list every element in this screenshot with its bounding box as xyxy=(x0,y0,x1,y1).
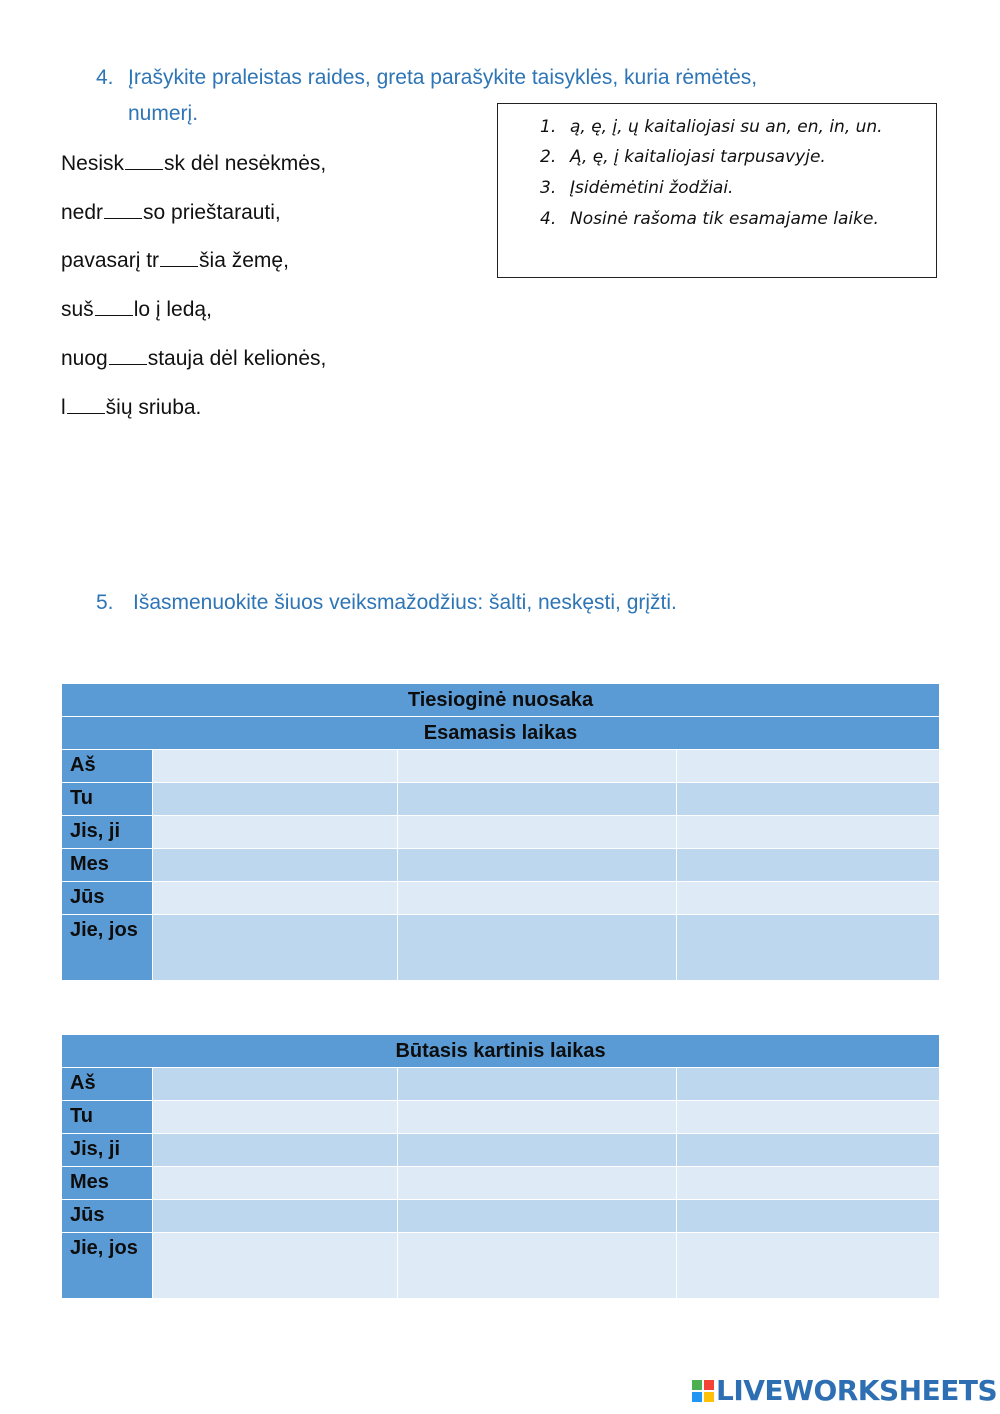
line-text-after: šių sriuba. xyxy=(105,396,202,419)
answer-cell[interactable] xyxy=(398,816,677,849)
answer-input[interactable] xyxy=(398,1167,676,1199)
table-row xyxy=(62,1068,940,1101)
table-row xyxy=(62,882,940,915)
rule-number: 1. xyxy=(540,117,557,137)
answer-cell[interactable] xyxy=(398,849,677,882)
answer-input[interactable] xyxy=(677,816,939,848)
conjugation-table-present xyxy=(61,683,940,981)
table-row xyxy=(62,915,940,981)
answer-input[interactable] xyxy=(153,1200,397,1232)
answer-input[interactable] xyxy=(398,1068,676,1100)
table-subheading: Esamasis laikas xyxy=(62,717,940,750)
blank-field[interactable] xyxy=(160,246,198,267)
answer-cell[interactable] xyxy=(677,816,940,849)
answer-input[interactable] xyxy=(677,1200,939,1232)
answer-input[interactable] xyxy=(677,849,939,881)
answer-cell[interactable] xyxy=(398,1101,677,1134)
answer-input[interactable] xyxy=(153,1167,397,1199)
answer-input[interactable] xyxy=(153,1068,397,1100)
pronoun-cell: Mes xyxy=(62,1167,153,1200)
blank-field[interactable] xyxy=(104,198,142,219)
blank-field[interactable] xyxy=(67,393,105,414)
answer-input[interactable] xyxy=(677,783,939,815)
answer-cell[interactable] xyxy=(398,915,677,981)
answer-cell[interactable] xyxy=(153,915,398,981)
answer-input[interactable] xyxy=(677,1134,939,1166)
answer-cell[interactable] xyxy=(677,849,940,882)
table-row xyxy=(62,750,940,783)
answer-input[interactable] xyxy=(398,750,676,782)
answer-cell[interactable] xyxy=(153,783,398,816)
answer-input[interactable] xyxy=(677,882,939,914)
line-text-before: nuog xyxy=(61,347,108,370)
pronoun-cell: Jūs xyxy=(62,882,153,915)
table-row xyxy=(62,849,940,882)
pronoun-cell: Aš xyxy=(62,1068,153,1101)
answer-cell[interactable] xyxy=(677,1233,940,1299)
answer-cell[interactable] xyxy=(677,1200,940,1233)
line-text-before: l xyxy=(61,396,66,419)
task-5-title xyxy=(96,585,896,621)
pronoun-cell: Jie, jos xyxy=(62,915,153,981)
table-row xyxy=(62,816,940,849)
blank-field[interactable] xyxy=(109,344,147,365)
pronoun-cell: Jūs xyxy=(62,1200,153,1233)
answer-input[interactable] xyxy=(398,1200,676,1232)
answer-input[interactable] xyxy=(153,1101,397,1133)
answer-cell[interactable] xyxy=(153,849,398,882)
answer-input[interactable] xyxy=(153,1233,397,1298)
exercise-line-2 xyxy=(61,198,281,227)
answer-input[interactable] xyxy=(153,816,397,848)
answer-input[interactable] xyxy=(153,849,397,881)
answer-input[interactable] xyxy=(677,1101,939,1133)
task-4-number: 4. xyxy=(96,66,114,89)
answer-cell[interactable] xyxy=(153,750,398,783)
line-text-before: Nesisk xyxy=(61,152,125,175)
answer-input[interactable] xyxy=(153,915,397,980)
pronoun-cell: Tu xyxy=(62,783,153,816)
answer-input[interactable] xyxy=(398,915,676,980)
task-4-title-line2: numerį. xyxy=(128,102,199,125)
answer-cell[interactable] xyxy=(677,1134,940,1167)
answer-cell[interactable] xyxy=(677,882,940,915)
line-text-before: suš xyxy=(61,298,94,321)
answer-input[interactable] xyxy=(398,1233,676,1298)
answer-cell[interactable] xyxy=(398,882,677,915)
answer-input[interactable] xyxy=(677,1068,939,1100)
answer-cell[interactable] xyxy=(153,1134,398,1167)
line-text-before: pavasarį tr xyxy=(61,249,160,272)
blank-field[interactable] xyxy=(125,149,163,170)
table-row xyxy=(62,1134,940,1167)
answer-cell[interactable] xyxy=(153,882,398,915)
answer-input[interactable] xyxy=(153,783,397,815)
answer-input[interactable] xyxy=(398,816,676,848)
logo-text: LIVEWORKSHEETS xyxy=(716,1374,998,1407)
blank-field[interactable] xyxy=(95,295,133,316)
pronoun-cell: Aš xyxy=(62,750,153,783)
line-text-after: so prieštarauti, xyxy=(143,201,281,224)
answer-input[interactable] xyxy=(398,882,676,914)
answer-input[interactable] xyxy=(398,1101,676,1133)
answer-cell[interactable] xyxy=(398,1134,677,1167)
exercise-line-3 xyxy=(61,246,289,275)
answer-cell[interactable] xyxy=(677,1167,940,1200)
table-heading: Būtasis kartinis laikas xyxy=(62,1035,940,1068)
exercise-line-5 xyxy=(61,344,326,373)
table-row xyxy=(62,1233,940,1299)
answer-cell[interactable] xyxy=(677,1068,940,1101)
answer-cell[interactable] xyxy=(398,1167,677,1200)
rule-text: ą, ę, į, ų kaitaliojasi su an, en, in, un. xyxy=(570,117,883,137)
answer-cell[interactable] xyxy=(398,783,677,816)
rule-text: Įsidėmėtini žodžiai. xyxy=(570,178,734,198)
table-row xyxy=(62,783,940,816)
answer-cell[interactable] xyxy=(153,1167,398,1200)
exercise-line-6 xyxy=(61,393,201,422)
answer-cell[interactable] xyxy=(398,1233,677,1299)
line-text-after: lo į ledą, xyxy=(133,298,212,321)
line-text-after: stauja dėl kelionės, xyxy=(147,347,327,370)
table-row xyxy=(62,1101,940,1134)
rule-number: 2. xyxy=(540,147,557,167)
rule-text: Nosinė rašoma tik esamajame laike. xyxy=(570,209,879,229)
answer-cell[interactable] xyxy=(677,1101,940,1134)
rule-number: 3. xyxy=(540,178,557,198)
answer-input[interactable] xyxy=(398,783,676,815)
rules-box xyxy=(497,103,937,278)
answer-input[interactable] xyxy=(153,1134,397,1166)
pronoun-cell: Mes xyxy=(62,849,153,882)
task-4-title-line1: Įrašykite praleistas raides, greta parašykite taisyklės, kuria rėmėtės, xyxy=(128,66,758,89)
answer-input[interactable] xyxy=(677,750,939,782)
answer-input[interactable] xyxy=(677,915,939,980)
answer-cell[interactable] xyxy=(677,915,940,981)
task-5-number: 5. xyxy=(96,591,114,614)
exercise-line-1 xyxy=(61,149,326,178)
answer-input[interactable] xyxy=(153,750,397,782)
liveworksheets-logo[interactable] xyxy=(692,1374,998,1407)
answer-input[interactable] xyxy=(677,1167,939,1199)
pronoun-cell: Jie, jos xyxy=(62,1233,153,1299)
answer-cell[interactable] xyxy=(153,816,398,849)
liveworksheets-logo-icon xyxy=(692,1380,714,1402)
pronoun-cell: Tu xyxy=(62,1101,153,1134)
table-row xyxy=(62,1200,940,1233)
answer-cell[interactable] xyxy=(153,1101,398,1134)
line-text-before: nedr xyxy=(61,201,104,224)
answer-input[interactable] xyxy=(677,1233,939,1298)
rule-text: Ą, ę, į kaitaliojasi tarpusavyje. xyxy=(570,147,826,167)
answer-input[interactable] xyxy=(398,849,676,881)
answer-cell[interactable] xyxy=(398,750,677,783)
table-heading: Tiesioginė nuosaka xyxy=(62,684,940,717)
line-text-after: sk dėl nesėkmės, xyxy=(164,152,327,175)
answer-cell[interactable] xyxy=(398,1200,677,1233)
line-text-after: šia žemę, xyxy=(199,249,289,272)
answer-cell[interactable] xyxy=(677,783,940,816)
answer-cell[interactable] xyxy=(153,1200,398,1233)
pronoun-cell: Jis, ji xyxy=(62,816,153,849)
answer-input[interactable] xyxy=(153,882,397,914)
answer-cell[interactable] xyxy=(153,1068,398,1101)
answer-cell[interactable] xyxy=(677,750,940,783)
rule-number: 4. xyxy=(540,209,557,229)
answer-cell[interactable] xyxy=(398,1068,677,1101)
answer-input[interactable] xyxy=(398,1134,676,1166)
exercise-line-4 xyxy=(61,295,212,324)
conjugation-table-past xyxy=(61,1034,940,1299)
answer-cell[interactable] xyxy=(153,1233,398,1299)
pronoun-cell: Jis, ji xyxy=(62,1134,153,1167)
table-row xyxy=(62,1167,940,1200)
task-5-title-text: Išasmenuokite šiuos veiksmažodžius: šalti, neskęsti, grįžti. xyxy=(133,591,677,614)
